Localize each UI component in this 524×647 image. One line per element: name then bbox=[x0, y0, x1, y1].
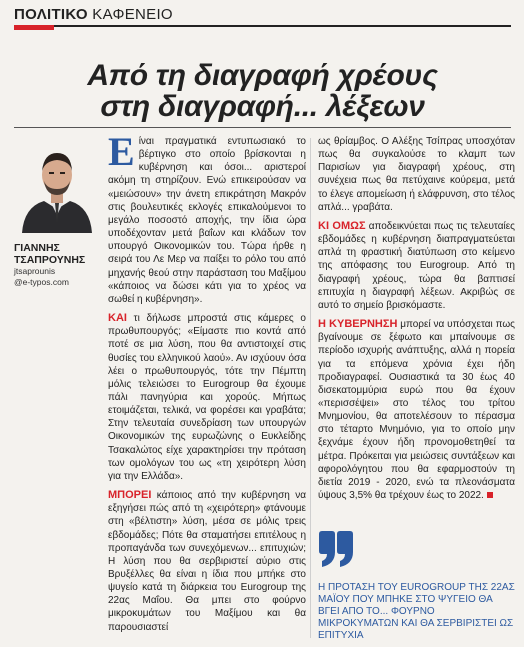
paragraph-text: μπορεί να υπόσχεται πως βγαίνουμε σε ξέφωτο και μπαίνουμε σε περίοδο ισχυρής ανάπτυξης, αλλά η πορεία για τα επόμενα χρόνια έχει ήδη προδιαγραφεί. Ουσιαστικά τα 30 έως 40 δισεκατομμύρια ευρώ που θα έχουν «περισσέψει» στο τέλος του τρίτου Μνημονίου, θα αποτελέσουν το πέρασμα στο τέταρτο Μνημόνιο, για το οποίο μην ξεχνάμε έχουν ήδη προνομοθετηθεί τα μέτρα. Πρόκειται για μειώσεις συντάξεων και αφορολόγητου που θα εφαρμοστούν τη διετία 2019 - 2020, ενώ τα πλεονάσματα ύψους 3,5% θα τρέχουν έως το 2022. bbox=[318, 319, 515, 502]
author-name-line-2: ΤΣΑΠΡΟΥΝΗΣ bbox=[14, 254, 86, 266]
paragraph bbox=[318, 318, 515, 502]
article-column-2 bbox=[318, 135, 515, 508]
paragraph bbox=[318, 135, 515, 214]
author-name-line-1: ΓΙΑΝΝΗΣ bbox=[14, 242, 60, 254]
author-name bbox=[14, 242, 100, 266]
paragraph-text: ως θρίαμβος. Ο Αλέξης Τσίπρας υποσχόταν πως θα συγκαλούσε το κλαμπ των Παρισίων για διαγραφή χρέους, στη συνέχεια πως θα πετύχαινε κούρεμα, μετά το έλεγε απομείωση ή ελάφρυνση, στο τέλος απλά... γραβάτα. bbox=[318, 136, 515, 213]
author-handle bbox=[14, 266, 100, 288]
headline-line-2: στη διαγραφή... λέξεων bbox=[100, 90, 425, 123]
header-accent-bar bbox=[14, 25, 54, 30]
author-handle-line-1: jtsaprounis bbox=[14, 266, 56, 276]
lead-in: ΚΑΙ bbox=[108, 312, 127, 325]
headline-rule bbox=[14, 127, 511, 128]
pull-quote: Η ΠΡΟΤΑΣΗ ΤΟΥ EUROGROUP ΤΗΣ 22ΑΣ ΜΑΪΟΥ ΠΟΥ ΜΠΗΚΕ ΣΤΟ ΨΥΓΕΙΟ ΘΑ ΒΓΕΙ ΑΠΟ ΤΟ... ΦΟΥΡΝΟ ΜΙΚΡΟΚΥΜΑΤΩΝ ΚΑΙ ΘΑ ΣΕΡΒΙΡΙΣΤΕΙ ΩΣ ΕΠΙΤΥΧΙΑ bbox=[318, 582, 515, 641]
paragraph bbox=[108, 489, 306, 634]
section-title-bold: ΠΟΛΙΤΙΚΟ bbox=[14, 6, 88, 23]
header-rule bbox=[14, 25, 511, 27]
drop-cap: Ε bbox=[108, 129, 135, 174]
paragraph bbox=[108, 129, 306, 306]
article-column-1 bbox=[108, 129, 306, 640]
paragraph bbox=[108, 312, 306, 483]
lead-in: ΚΙ ΟΜΩΣ bbox=[318, 219, 366, 232]
paragraph-text: κάποιος από την κυβέρνηση να εξηγήσει πώς από τη «χειρότερη» φτάνουμε στη «βέλτιστη» λύση, μέσα σε μόλις τρεις εβδομάδες; Πότε θα σταματήσει επιτέλους η προπαγάνδα των συνεχόμενων... επιτυχιών; Η λύση που θα σερβιριστεί αύριο στις Βρυξέλλες θα είναι η ίδια που μπήκε στο ψυγείο κατά τη διάρκεια του Eurogroup της 22ας Μαΐου. Θα μπει στο φούρνο μικροκυμάτων του Μαξίμου και θα παρουσιαστεί bbox=[108, 490, 306, 633]
section-header bbox=[14, 6, 173, 23]
column-divider bbox=[310, 138, 311, 638]
author-block bbox=[14, 137, 100, 288]
headline-line-1: Από τη διαγραφή χρέους bbox=[87, 59, 438, 92]
headline bbox=[14, 60, 511, 122]
section-title-light: ΚΑΦΕΝΕΙΟ bbox=[92, 6, 173, 23]
quote-icon bbox=[318, 530, 354, 568]
lead-in: ΜΠΟΡΕΙ bbox=[108, 489, 152, 502]
author-photo bbox=[14, 137, 100, 233]
paragraph-text: τι δήλωσε μπροστά στις κάμερες ο πρωθυπουργός; «Είμαστε πιο κοντά από ποτέ σε μια λύση, που θα αντιστοιχεί στις θυσίες του ελληνικού λαού». Αν ισχύουν όσα λέει ο πρωθυπουργός, τότε την Πέμπτη μόλις τελειώσει το Eurogroup θα έχουμε πάλι πανηγύρια και χορούς. Μήπως ετοιμάζεται, τελικά, να φορέσει και γραβάτα; Στην τελευταία συνεδρίαση των υπουργών Οικονομικών της ευρωζώνης ο Ευκλείδης Τσακαλώτος είχε χαρακτηρίσει την πρόταση των ομολόγων του ως «τη χειρότερη λύση για την Ελλάδα». bbox=[108, 313, 306, 482]
paragraph-text: ίναι πραγματικά εντυπωσιακό το βέρτιγκο στο οποίο βρίσκονται η κυβέρνηση και όσοι... αριστεροί ακόμη τη στηρίζουν. Ενώ επικειρούσαν να «μειώσουν» την άνετη επικράτηση Μακρόν στις βουλευτικές εκλογές επικαλούμενοι το μεγάλο ποσοστό αποχής, την ίδια ώρα υποδέχονταν μετά βαΐων και κλάδων τον υπουργό Οικονομικών του. Τώρα ήρθε η σειρά του Λε Μερ να παίξει το ρόλο του από μηχανής θεού στην παράσταση του Μαξίμου «κάποιος να δώσει κάτι για το χρέος να σωθεί η κυβέρνηση». bbox=[108, 136, 306, 305]
author-handle-line-2: @e-typos.com bbox=[14, 277, 69, 287]
paragraph-text: αποδεικνύεται πως τις τελευταίες εβδομάδες η κυβέρνηση διαπραγματεύεται απλά τη φραστική διατύπωση στο κείμενο της απόφασης του Eurogroup. Από τη διαγραφή χρέους, τώρα θα βαπτισεί επιτυχία η διαγραφή λέξεων. Ακριβώς σε αυτό το σημείο βρισκόμαστε. bbox=[318, 220, 515, 311]
lead-in: Η ΚΥΒΕΡΝΗΣΗ bbox=[318, 318, 398, 331]
end-mark-icon bbox=[487, 492, 493, 498]
paragraph bbox=[318, 220, 515, 312]
